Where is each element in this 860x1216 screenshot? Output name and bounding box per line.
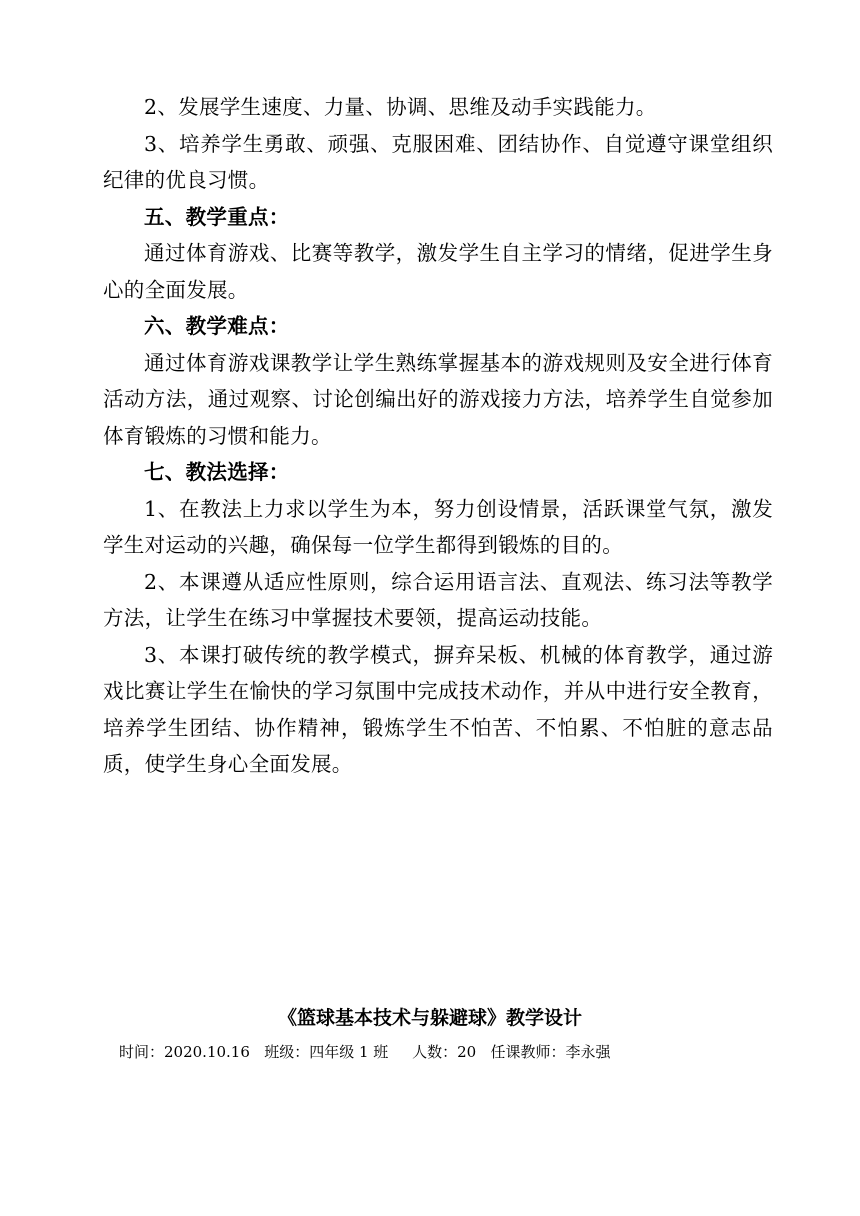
section-heading-methods: 七、教法选择： bbox=[144, 460, 290, 484]
objective-2: 2、发展学生速度、力量、协调、思维及动手实践能力。 bbox=[144, 95, 657, 119]
section-heading-key-points: 五、教学重点： bbox=[144, 204, 290, 229]
section-heading-difficulties: 六、教学难点： bbox=[144, 314, 290, 338]
lesson-design-title: 《篮球基本技术与躲避球》教学设计 bbox=[277, 1007, 582, 1029]
document-body bbox=[103, 89, 773, 783]
lesson-meta-info: 时间：2020.10.16 班级：四年级 1 班 人数：20 任课教师：李永强 bbox=[119, 1043, 611, 1061]
method-2: 2、本课遵从适应性原则，综合运用语言法、直观法、练习法等教学方法，让学生在练习中掌握技术要领，提高运动技能。 bbox=[103, 569, 773, 630]
difficulties-text: 通过体育游戏课教学让学生熟练掌握基本的游戏规则及安全进行体育活动方法，通过观察、讨论创编出好的游戏接力方法，培养学生自觉参加体育锻炼的习惯和能力。 bbox=[103, 350, 773, 448]
method-3: 3、本课打破传统的教学模式，摒弃呆板、机械的体育教学，通过游戏比赛让学生在愉快的学习氛围中完成技术动作，并从中进行安全教育，培养学生团结、协作精神，锻炼学生不怕苦、不怕累、不怕脏的意志品质，使学生身心全面发展。 bbox=[103, 642, 773, 776]
method-1: 1、在教法上力求以学生为本，努力创设情景，活跃课堂气氛，激发学生对运动的兴趣，确保每一位学生都得到锻炼的目的。 bbox=[103, 496, 773, 557]
objective-3: 3、培养学生勇敢、顽强、克服困难、团结协作、自觉遵守课堂组织纪律的优良习惯。 bbox=[103, 131, 773, 192]
key-points-text: 通过体育游戏、比赛等教学，激发学生自主学习的情绪，促进学生身心的全面发展。 bbox=[103, 241, 773, 302]
